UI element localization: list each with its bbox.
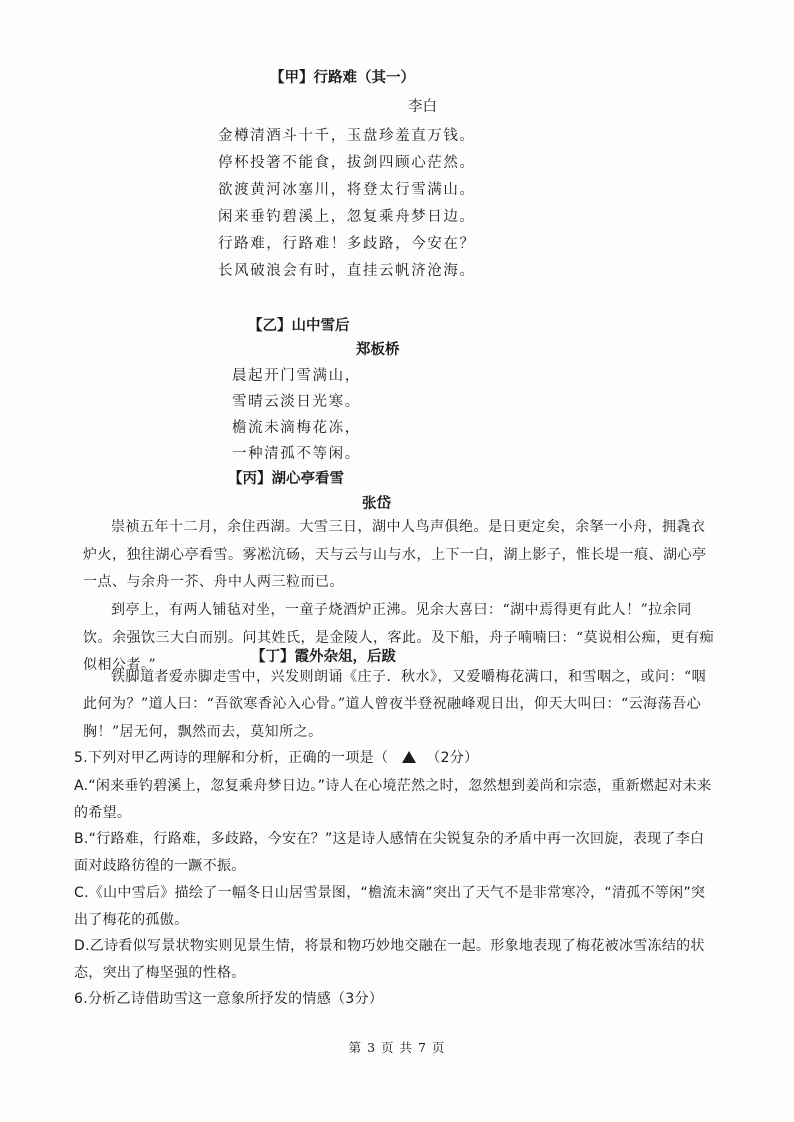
question-5-stem <box>74 745 714 772</box>
prose-paragraph: 到亭上，有两人铺毡对坐，一童子烧酒炉正沸。见余大喜曰：“湖中焉得更有此人！”拉余同饮。余强饮三大白而别。问其姓氏，是金陵人，客此。及下船，舟子喃喃曰：“莫说相公痴，更有痴似相公者。” <box>83 602 715 674</box>
poem-line: 行路难，行路难！多歧路，今安在？ <box>218 236 476 252</box>
question-5-option-b: B.“行路难，行路难，多歧路，今安在？”这是诗人感情在尖锐复杂的矛盾中再一次回旋，表现了李白面对歧路彷徨的一蹶不振。 <box>74 831 705 874</box>
poem-jia-author: 李白 <box>408 99 437 115</box>
question-5-option-c: C.《山中雪后》描绘了一幅冬日山居雪景图，“檐流未滴”突出了天气不是非常寒冷，“清孤不等闲”突出了梅花的孤傲。 <box>74 885 706 928</box>
poem-line: 金樽清酒斗十千，玉盘珍羞直万钱。 <box>218 128 476 144</box>
question-points: （2分） <box>426 750 479 766</box>
prose-bing-title: 【丙】湖心亭看雪 <box>228 470 344 487</box>
poem-line: 欲渡黄河冰塞川，将登太行雪满山。 <box>218 182 476 198</box>
poem-line: 停杯投箸不能食，拔剑四顾心茫然。 <box>218 155 476 171</box>
poem-yi-title: 【乙】山中雪后 <box>248 317 350 334</box>
poem-line: 雪晴云淡日光寒。 <box>232 394 361 410</box>
prose-ding-title: 【丁】霞外杂俎，后跋 <box>251 648 396 665</box>
poem-line: 一种清孤不等闲。 <box>232 446 361 462</box>
prose-paragraph: 崇祯五年十二月，余住西湖。大雪三日，湖中人鸟声俱绝。是日更定矣，余拏一小舟，拥毳衣炉火，独往湖心亭看雪。雾凇沆砀，天与云与山与水，上下一白，湖上影子，惟长堤一痕、湖心亭一点、与余舟一芥、舟中人两三粒而已。 <box>83 519 707 591</box>
prose-ding-paragraph: 铁脚道者爱赤脚走雪中，兴发则朗诵《庄子．秋水》，又爱嚼梅花满口，和雪咽之，或问：“咽此何为？”道人曰：“吾欲寒香沁入心骨。”道人曾夜半登祝融峰观日出，仰天大叫曰：“云海荡吾心胸！”居无何，飘然而去，莫知所之。 <box>83 669 707 740</box>
poem-jia-title: 【甲】行路难（其一） <box>270 69 415 86</box>
prose-bing-author: 张岱 <box>362 495 391 512</box>
triangle-icon <box>402 751 416 763</box>
poem-line: 长风破浪会有时，直挂云帆济沧海。 <box>218 263 476 279</box>
poem-line: 闲来垂钓碧溪上，忽复乘舟梦日边。 <box>218 209 476 225</box>
question-stem-text: 5.下列对甲乙两诗的理解和分析，正确的一项是（ <box>74 750 389 766</box>
question-5-option-d: D.乙诗看似写景状物实则见景生情，将景和物巧妙地交融在一起。形象地表现了梅花被冰雪冻结的状态，突出了梅坚强的性格。 <box>74 938 705 981</box>
question-5-option-a: A.“闲来垂钓碧溪上，忽复乘舟梦日边。”诗人在心境茫然之时，忽然想到姜尚和宗悫，重新燃起对未来的希望。 <box>74 778 712 821</box>
poem-line: 晨起开门雪满山， <box>232 368 361 384</box>
question-6-stem: 6.分析乙诗借助雪这一意象所抒发的情感（3分） <box>74 991 384 1007</box>
poem-line: 檐流未滴梅花冻， <box>232 420 361 436</box>
poem-yi-author: 郑板桥 <box>356 341 400 358</box>
page-number: 第 3 页 共 7 页 <box>348 1040 446 1055</box>
